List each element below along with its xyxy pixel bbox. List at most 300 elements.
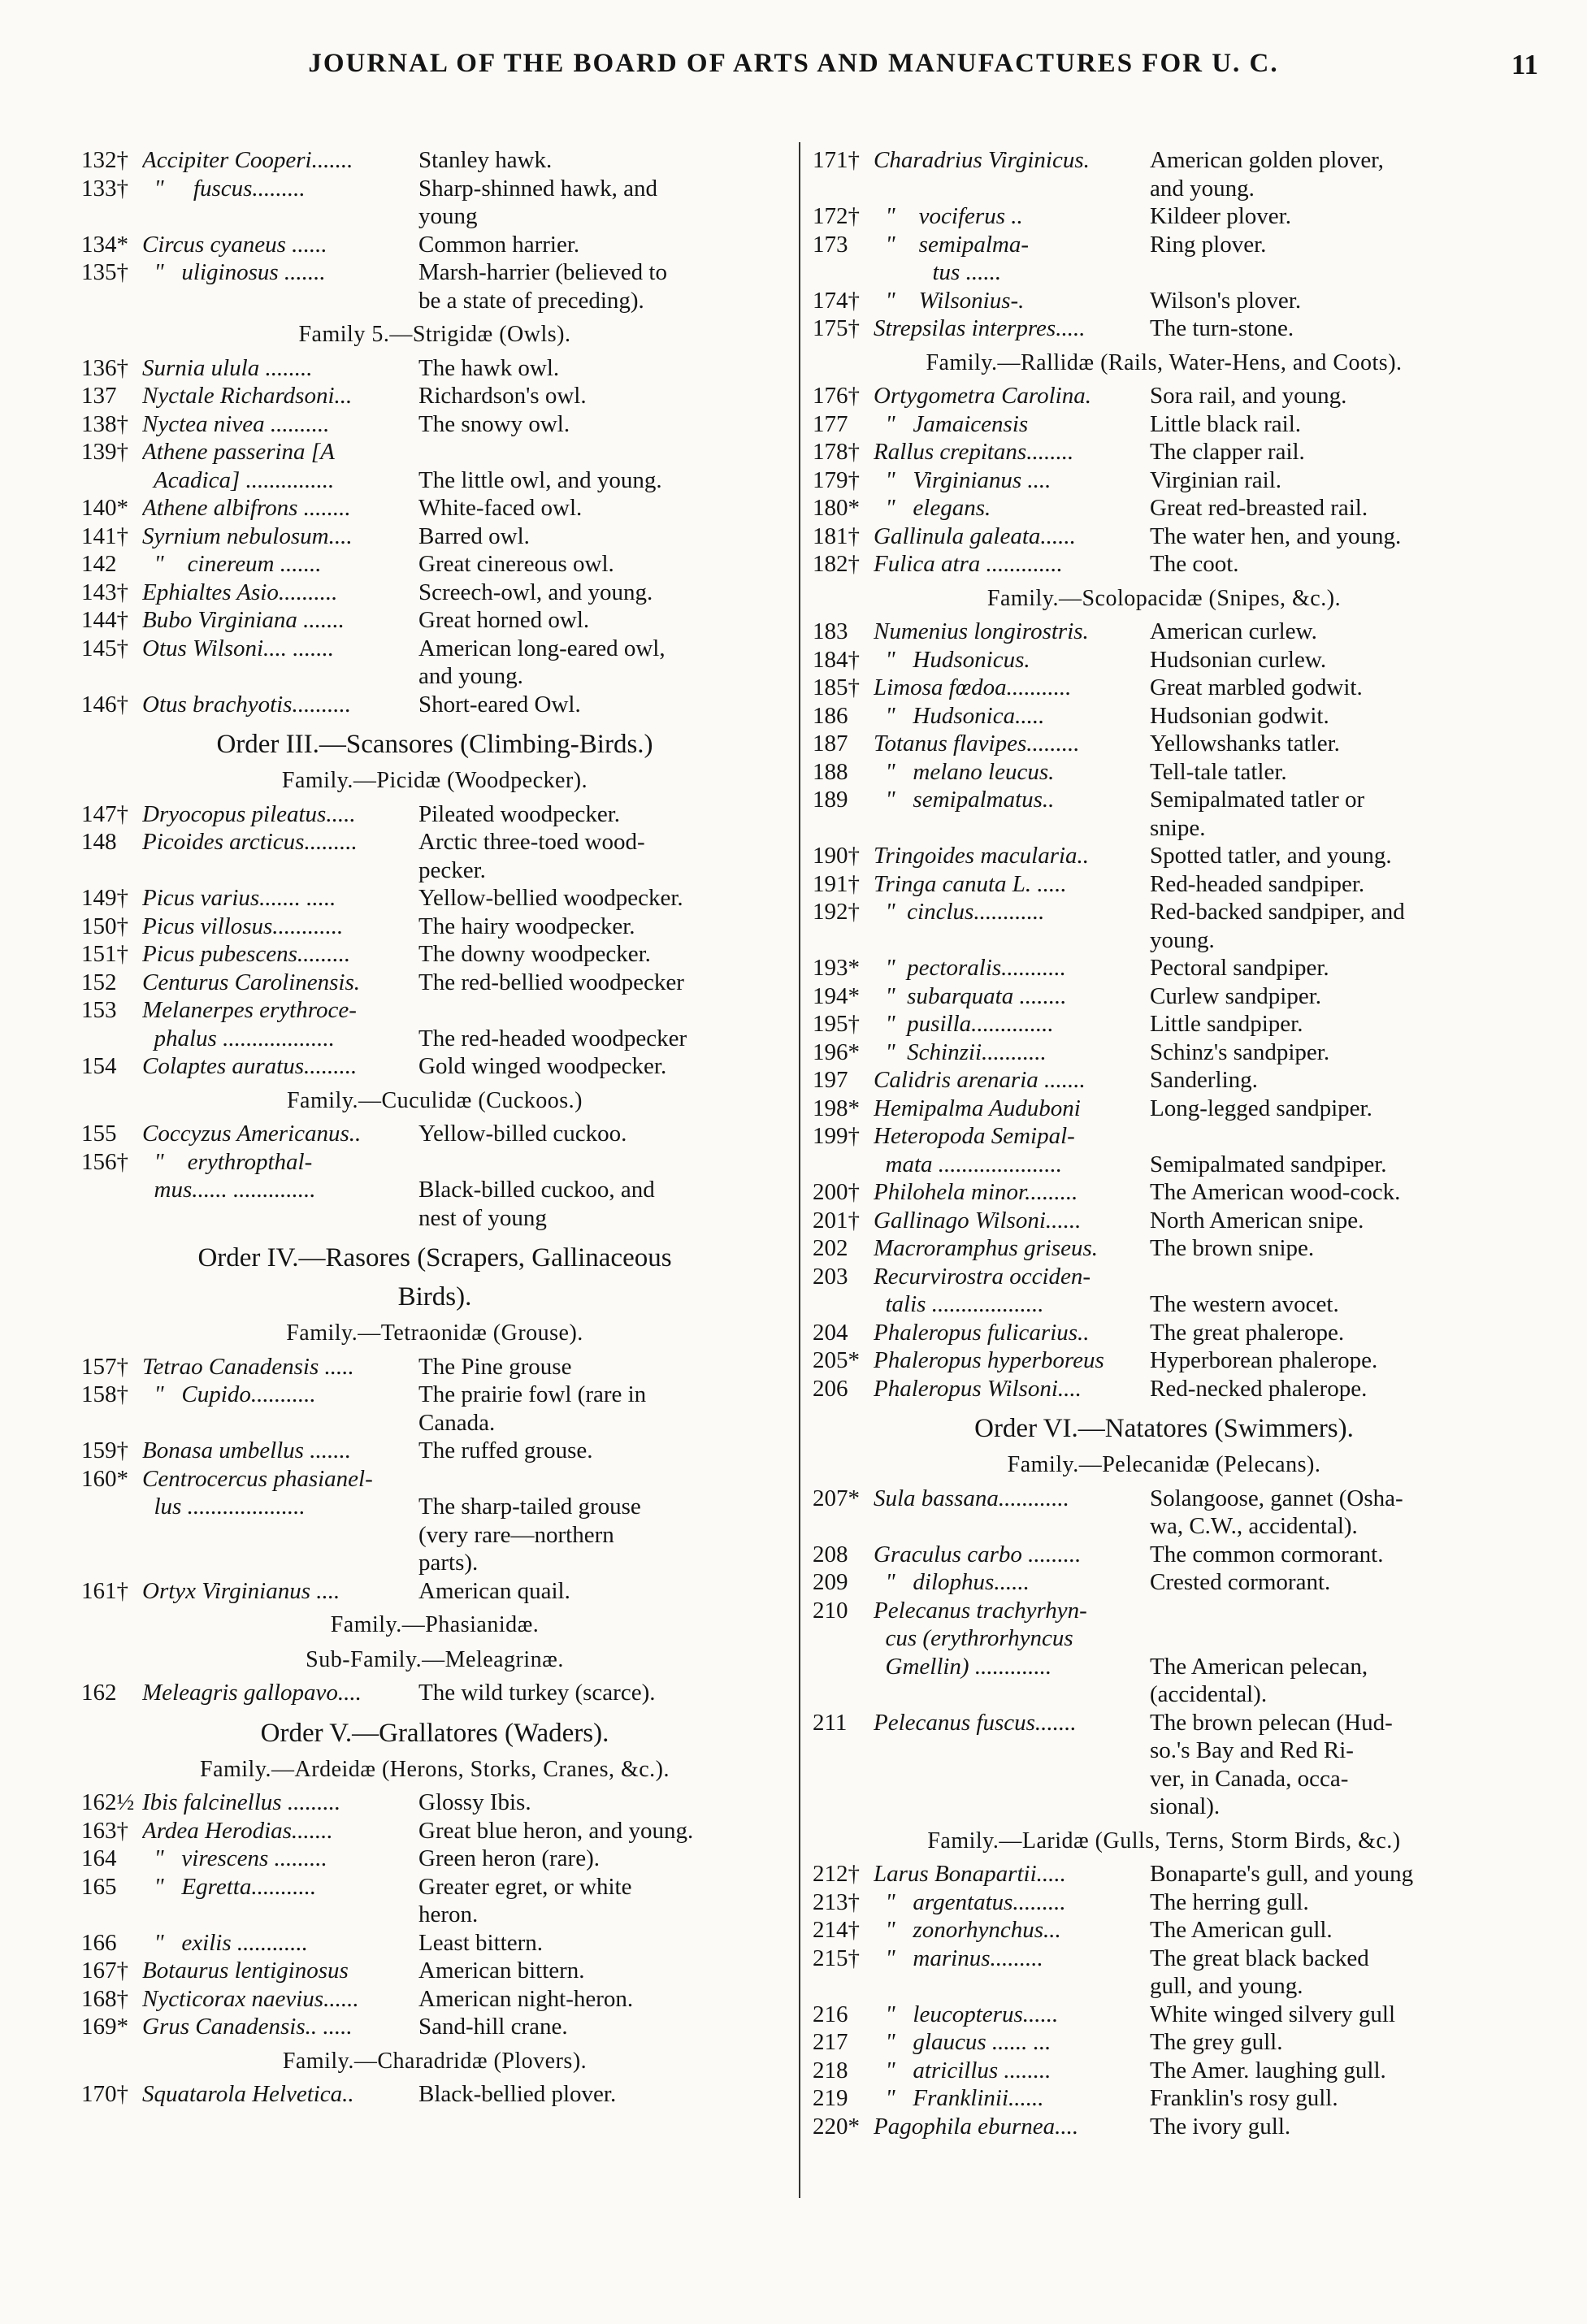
latin-name: " atricillus ........ (874, 2057, 1051, 2083)
latin-name: Nycticorax naevius...... (142, 1985, 359, 2012)
common-name: Franklin's rosy gull. (1150, 2085, 1338, 2111)
common-name: Great horned owl. (418, 607, 590, 633)
species-entry (81, 1120, 788, 1148)
common-name: American quail. (418, 1577, 570, 1604)
family-heading: Family.—Phasianidæ. (330, 1612, 540, 1637)
entry-number: 195† (813, 1011, 860, 1037)
latin-name: " melano leucus. (874, 758, 1055, 785)
species-entry (81, 606, 788, 635)
family-heading: Family.—Ardeidæ (Herons, Storks, Cranes, &c.). (200, 1756, 670, 1782)
common-name: Tell-tale tatler. (1150, 758, 1287, 785)
latin-name: Ortyx Virginianus .... (142, 1577, 340, 1604)
species-entry (813, 2057, 1515, 2085)
left-column (81, 146, 788, 2109)
common-name: Least bittern. (418, 1929, 544, 1956)
species-entry (81, 1929, 788, 1958)
latin-name: Numenius longirostris. (874, 618, 1089, 644)
family-heading: Family.—Pelecanidæ (Pelecans). (1007, 1452, 1321, 1477)
common-name: The hairy woodpecker. (418, 913, 635, 939)
entry-number: 214† (813, 1917, 860, 1943)
species-entry (813, 231, 1515, 259)
latin-name: Phaleropus hyperboreus (874, 1347, 1104, 1373)
species-entry (81, 231, 788, 259)
latin-name: Otus Wilsoni.... ....... (142, 635, 335, 661)
entry-number: 210 (813, 1597, 848, 1624)
common-name: The great black backed (1150, 1945, 1369, 1971)
common-name: The snowy owl. (418, 410, 570, 437)
common-name: The common cormorant. (1150, 1541, 1384, 1567)
entry-number: 193* (813, 955, 860, 981)
latin-name: Phaleropus fulicarius.. (874, 1319, 1090, 1346)
entry-number: 134* (81, 231, 128, 258)
entry-number: 162½ (81, 1789, 135, 1815)
species-entry (813, 1485, 1515, 1513)
common-name: Great marbled godwit. (1150, 674, 1363, 700)
species-entry (813, 730, 1515, 758)
latin-name: Picus varius....... ..... (142, 885, 336, 911)
common-name: The water hen, and young. (1150, 522, 1402, 549)
common-name: Black-billed cuckoo, and (418, 1177, 655, 1203)
entry-continuation: wa, C.W., accidental). (1150, 1513, 1358, 1539)
latin-name: Tringa canuta L. ..... (874, 870, 1067, 897)
common-name: Hudsonian curlew. (1150, 646, 1327, 673)
common-name: The American gull. (1150, 1917, 1333, 1943)
species-entry (81, 466, 788, 495)
common-name: The grey gull. (1150, 2029, 1283, 2055)
common-name: Marsh-harrier (believed to (418, 259, 667, 285)
common-name: The Amer. laughing gull. (1150, 2057, 1386, 2083)
latin-name: Circus cyaneus ...... (142, 231, 327, 258)
species-entry (81, 1052, 788, 1081)
common-name: The wild turkey (scarce). (418, 1680, 656, 1706)
species-entry (81, 884, 788, 913)
entry-number: 140* (81, 495, 128, 521)
species-entry (81, 1353, 788, 1381)
entry-number: 135† (81, 259, 128, 285)
species-entry (81, 996, 788, 1025)
family-heading: Family.—Laridæ (Gulls, Terns, Storm Birds, &c.) (927, 1828, 1401, 1854)
latin-name: cus (erythrorhyncus (874, 1625, 1073, 1651)
species-entry (81, 1437, 788, 1465)
species-entry (81, 550, 788, 579)
entry-number: 188 (813, 758, 848, 785)
order-heading: Order VI.—Natatores (Swimmers). (974, 1414, 1354, 1443)
species-entry (813, 646, 1515, 674)
entry-number: 203 (813, 1263, 848, 1290)
species-entry (813, 1568, 1515, 1597)
family-heading: Family.—Picidæ (Woodpecker). (281, 768, 588, 793)
species-entry (81, 1493, 788, 1521)
latin-name: Grus Canadensis.. ..... (142, 2014, 353, 2040)
latin-name: Graculus carbo ......... (874, 1541, 1082, 1567)
common-name: The ivory gull. (1150, 2113, 1291, 2140)
entry-number: 200† (813, 1179, 860, 1205)
species-entry (813, 1263, 1515, 1291)
latin-name: " zonorhynchus... (874, 1917, 1061, 1943)
entry-number: 163† (81, 1817, 128, 1844)
species-entry (813, 1207, 1515, 1235)
entry-number: 211 (813, 1709, 848, 1736)
common-name: The little owl, and young. (418, 466, 662, 493)
entry-number: 219 (813, 2085, 848, 2111)
species-entry (813, 466, 1515, 495)
entry-number: 133† (81, 175, 128, 202)
latin-name: Athene albifrons ........ (142, 495, 351, 521)
latin-name: " glaucus ...... ... (874, 2029, 1051, 2055)
entry-number: 185† (813, 674, 860, 700)
common-name: Yellow-billed cuckoo. (418, 1121, 627, 1147)
species-entry (813, 2001, 1515, 2029)
latin-name: Recurvirostra occiden- (874, 1263, 1091, 1290)
entry-number: 194* (813, 982, 860, 1009)
entry-number: 178† (813, 439, 860, 465)
species-entry (81, 1985, 788, 2014)
entry-number: 191† (813, 870, 860, 897)
common-name: Bonaparte's gull, and young (1150, 1861, 1414, 1887)
entry-number: 174† (813, 287, 860, 314)
latin-name: " subarquata ........ (874, 982, 1067, 1009)
latin-name: " Hudsonicus. (874, 646, 1030, 673)
entry-continuation: Canada. (418, 1409, 496, 1436)
entry-continuation: ver, in Canada, occa- (1150, 1765, 1349, 1792)
species-entry (813, 1178, 1515, 1207)
species-entry (813, 702, 1515, 731)
entry-number: 157† (81, 1353, 128, 1380)
latin-name: Bonasa umbellus ....... (142, 1437, 351, 1463)
latin-name: Gallinula galeata...... (874, 522, 1076, 549)
entry-number: 148 (81, 829, 117, 855)
common-name: Little sandpiper. (1150, 1011, 1303, 1037)
entry-number: 142 (81, 551, 117, 577)
common-name: The American wood-cock. (1150, 1179, 1401, 1205)
common-name: Pileated woodpecker. (418, 800, 621, 827)
entry-number: 151† (81, 941, 128, 967)
species-entry (81, 635, 788, 663)
common-name: Stanley hawk. (418, 147, 553, 173)
common-name: Semipalmated tatler or (1150, 787, 1365, 813)
latin-name: Tetrao Canadensis ..... (142, 1353, 354, 1380)
species-entry (81, 800, 788, 829)
common-name: The red-bellied woodpecker (418, 969, 684, 995)
common-name: The red-headed woodpecker (418, 1025, 687, 1051)
entry-number: 147† (81, 800, 128, 827)
entry-number: 149† (81, 885, 128, 911)
entry-continuation: young. (1150, 926, 1215, 953)
common-name: Yellow-bellied woodpecker. (418, 885, 683, 911)
species-entry (81, 2013, 788, 2041)
latin-name: Nyctea nivea .......... (142, 410, 330, 437)
common-name: Little black rail. (1150, 410, 1302, 437)
family-heading: Family.—Cuculidæ (Cuckoos.) (286, 1087, 583, 1113)
latin-name: " marinus......... (874, 1945, 1043, 1971)
latin-name: " exilis ............ (142, 1929, 308, 1956)
common-name: Yellowshanks tatler. (1150, 731, 1340, 757)
latin-name: Ardea Herodias....... (142, 1817, 333, 1844)
entry-number: 186 (813, 702, 848, 729)
species-entry (81, 1817, 788, 1845)
common-name: Black-bellied plover. (418, 2081, 617, 2107)
common-name: American curlew. (1150, 618, 1317, 644)
latin-name: Picoides arcticus......... (142, 829, 358, 855)
entry-number: 132† (81, 147, 128, 173)
species-entry (813, 1095, 1515, 1123)
entry-number: 220* (813, 2113, 860, 2140)
entry-number: 212† (813, 1861, 860, 1887)
family-heading: Family.—Charadridæ (Plovers). (282, 2048, 588, 2074)
species-entry (81, 940, 788, 969)
common-name: Red-backed sandpiper, and (1150, 899, 1405, 925)
common-name: American bittern. (418, 1958, 585, 1984)
latin-name: " virescens ......... (142, 1845, 327, 1871)
species-entry (813, 842, 1515, 870)
species-entry (813, 314, 1515, 343)
order-heading: Order III.—Scansores (Climbing-Birds.) (216, 730, 653, 759)
latin-name: lus .................... (142, 1494, 306, 1520)
latin-name: Ortygometra Carolina. (874, 383, 1091, 409)
species-entry (813, 1945, 1515, 1973)
common-name: The western avocet. (1150, 1291, 1339, 1317)
common-name: Common harrier. (418, 231, 580, 258)
species-entry (813, 1916, 1515, 1945)
species-entry (813, 1234, 1515, 1263)
latin-name: tus ...... (874, 259, 1002, 285)
species-entry (81, 146, 788, 175)
species-entry (81, 913, 788, 941)
entry-number: 146† (81, 691, 128, 718)
entry-continuation: pecker. (418, 856, 486, 883)
latin-name: Pelecanus fuscus....... (874, 1709, 1077, 1736)
family-heading: Sub-Family.—Meleagrinæ. (306, 1646, 564, 1672)
entry-number: 215† (813, 1945, 860, 1971)
common-name: Kildeer plover. (1150, 203, 1291, 229)
entry-number: 175† (813, 315, 860, 341)
entry-number: 168† (81, 1985, 128, 2012)
latin-name: " Wilsonius-. (874, 287, 1025, 314)
latin-name: Strepsilas interpres..... (874, 315, 1086, 341)
latin-name: Athene passerina [A (142, 439, 335, 465)
latin-name: mata ..................... (874, 1151, 1062, 1177)
entry-number: 209 (813, 1569, 848, 1595)
common-name: White winged silvery gull (1150, 2001, 1396, 2027)
species-entry (81, 494, 788, 522)
entry-number: 217 (813, 2029, 848, 2055)
order-heading: Order IV.—Rasores (Scrapers, Gallinaceous (197, 1243, 672, 1273)
common-name: The herring gull. (1150, 1888, 1309, 1915)
latin-name: Botaurus lentiginosus (142, 1958, 349, 1984)
species-entry (813, 258, 1515, 287)
entry-number: 208 (813, 1541, 848, 1567)
latin-name: Picus pubescens......... (142, 941, 351, 967)
entry-number: 153 (81, 997, 117, 1023)
entry-number: 165 (81, 1873, 117, 1900)
entry-number: 143† (81, 579, 128, 605)
species-entry (813, 1346, 1515, 1375)
latin-name: Sula bassana............ (874, 1485, 1069, 1511)
species-entry (81, 2080, 788, 2109)
species-entry (81, 579, 788, 607)
latin-name: Rallus crepitans........ (874, 439, 1074, 465)
entry-number: 150† (81, 913, 128, 939)
family-heading: Family.—Rallidæ (Rails, Water-Hens, and Coots). (926, 349, 1403, 375)
latin-name: Centrocercus phasianel- (142, 1465, 373, 1492)
latin-name: Melanerpes erythroce- (142, 997, 357, 1023)
latin-name: Otus brachyotis.......... (142, 691, 351, 718)
entry-number: 160* (81, 1465, 128, 1492)
species-entry (81, 1873, 788, 1901)
entry-number: 145† (81, 635, 128, 661)
common-name: Wilson's plover. (1150, 287, 1302, 314)
latin-name: Ibis falcinellus ......... (142, 1789, 341, 1815)
entry-number: 138† (81, 410, 128, 437)
species-entry (813, 1860, 1515, 1888)
order-heading: Order V.—Grallatores (Waders). (260, 1718, 609, 1748)
species-entry (81, 382, 788, 410)
species-entry (81, 175, 788, 203)
species-entry (813, 438, 1515, 466)
species-entry (813, 1010, 1515, 1038)
common-name: Arctic three-toed wood- (418, 829, 645, 855)
latin-name: Ephialtes Asio.......... (142, 579, 338, 605)
species-entry (81, 969, 788, 997)
latin-name: Nyctale Richardsoni... (142, 383, 353, 409)
entry-number: 164 (81, 1845, 117, 1871)
entry-number: 161† (81, 1577, 128, 1604)
entry-continuation: gull, and young. (1150, 1973, 1303, 1999)
common-name: The American pelecan, (1150, 1653, 1368, 1680)
species-entry (813, 870, 1515, 899)
latin-name: " Schinzii........... (874, 1038, 1047, 1065)
entry-number: 139† (81, 439, 128, 465)
entry-number: 181† (813, 522, 860, 549)
latin-name: talis ................... (874, 1291, 1044, 1317)
species-entry (81, 1381, 788, 1409)
common-name: The great phalerope. (1150, 1319, 1345, 1346)
entry-number: 177 (813, 410, 848, 437)
species-entry (813, 287, 1515, 315)
latin-name: " Egretta........... (142, 1873, 317, 1900)
species-entry (81, 1845, 788, 1873)
common-name: Ring plover. (1150, 231, 1267, 258)
common-name: Spotted tatler, and young. (1150, 843, 1392, 869)
latin-name: Colaptes auratus......... (142, 1053, 358, 1079)
entry-number: 159† (81, 1437, 128, 1463)
species-entry (813, 898, 1515, 926)
latin-name: Pagophila eburnea.... (874, 2113, 1079, 2140)
entry-number: 190† (813, 843, 860, 869)
common-name: The prairie fowl (rare in (418, 1381, 647, 1407)
common-name: Hudsonian godwit. (1150, 702, 1329, 729)
latin-name: " cinereum ....... (142, 551, 322, 577)
species-entry (81, 691, 788, 719)
latin-name: Squatarola Helvetica.. (142, 2081, 354, 2107)
family-heading: Family.—Tetraonidæ (Grouse). (286, 1320, 583, 1346)
entry-number: 167† (81, 1958, 128, 1984)
latin-name: Larus Bonapartii..... (874, 1861, 1066, 1887)
entry-number: 183 (813, 618, 848, 644)
entry-continuation: sional). (1150, 1793, 1221, 1819)
common-name: Long-legged sandpiper. (1150, 1095, 1372, 1121)
entry-number: 205* (813, 1347, 860, 1373)
species-entry (81, 1148, 788, 1177)
column-divider (799, 142, 800, 2198)
species-entry (813, 1709, 1515, 1737)
latin-name: Centurus Carolinensis. (142, 969, 361, 995)
entry-number: 218 (813, 2057, 848, 2083)
entry-number: 206 (813, 1375, 848, 1402)
latin-name: Coccyzus Americanus.. (142, 1121, 362, 1147)
entry-number: 172† (813, 203, 860, 229)
common-name: Glossy Ibis. (418, 1789, 531, 1815)
common-name: Virginian rail. (1150, 466, 1282, 493)
page-header (0, 49, 1587, 98)
species-entry (813, 202, 1515, 231)
common-name: The brown snipe. (1150, 1235, 1315, 1261)
common-name: Sanderling. (1150, 1067, 1258, 1093)
entry-number: 184† (813, 646, 860, 673)
common-name: Great cinereous owl. (418, 551, 614, 577)
common-name: Pectoral sandpiper. (1150, 955, 1329, 981)
entry-continuation: heron. (418, 1901, 479, 1927)
latin-name: Dryocopus pileatus..... (142, 800, 356, 827)
latin-name: Accipiter Cooperi....... (142, 147, 353, 173)
species-entry (813, 1653, 1515, 1681)
latin-name: Acadica] ............... (142, 466, 335, 493)
common-name: Gold winged woodpecker. (418, 1053, 667, 1079)
entry-number: 169* (81, 2014, 128, 2040)
species-entry (81, 1679, 788, 1707)
entry-number: 156† (81, 1148, 128, 1175)
common-name: American night-heron. (418, 1985, 634, 2012)
entry-continuation: (very rare—northern (418, 1521, 614, 1548)
species-entry (81, 1577, 788, 1606)
latin-name: " Cupido........... (142, 1381, 316, 1407)
species-entry (813, 982, 1515, 1011)
entry-number: 162 (81, 1680, 117, 1706)
common-name: The hawk owl. (418, 354, 560, 381)
latin-name: Hemipalma Auduboni (874, 1095, 1081, 1121)
common-name: American long-eared owl, (418, 635, 666, 661)
latin-name: mus...... .............. (142, 1177, 316, 1203)
common-name: Red-headed sandpiper. (1150, 870, 1365, 897)
common-name: Barred owl. (418, 522, 530, 549)
latin-name: Picus villosus............ (142, 913, 344, 939)
entry-number: 207* (813, 1485, 860, 1511)
species-entry (813, 1122, 1515, 1151)
latin-name: Heteropoda Semipal- (874, 1123, 1075, 1149)
species-entry (813, 382, 1515, 410)
latin-name: " vociferus .. (874, 203, 1023, 229)
latin-name: Calidris arenaria ....... (874, 1067, 1086, 1093)
right-column (813, 146, 1515, 2140)
latin-name: " argentatus......... (874, 1888, 1066, 1915)
entry-number: 166 (81, 1929, 117, 1956)
latin-name: " Virginianus .... (874, 466, 1051, 493)
latin-name: " Franklinii...... (874, 2085, 1044, 2111)
common-name: The brown pelecan (Hud- (1150, 1709, 1393, 1736)
entry-number: 176† (813, 383, 860, 409)
common-name: Solangoose, gannet (Osha- (1150, 1485, 1403, 1511)
entry-number: 136† (81, 354, 128, 381)
common-name: The sharp-tailed grouse (418, 1494, 641, 1520)
entry-continuation: and young. (418, 663, 523, 689)
latin-name: " fuscus......... (142, 175, 306, 202)
species-entry (813, 522, 1515, 551)
latin-name: " semipalma- (874, 231, 1029, 258)
common-name: The Pine grouse (418, 1353, 572, 1380)
species-entry (813, 146, 1515, 175)
species-entry (813, 1888, 1515, 1917)
entry-number: 189 (813, 787, 848, 813)
